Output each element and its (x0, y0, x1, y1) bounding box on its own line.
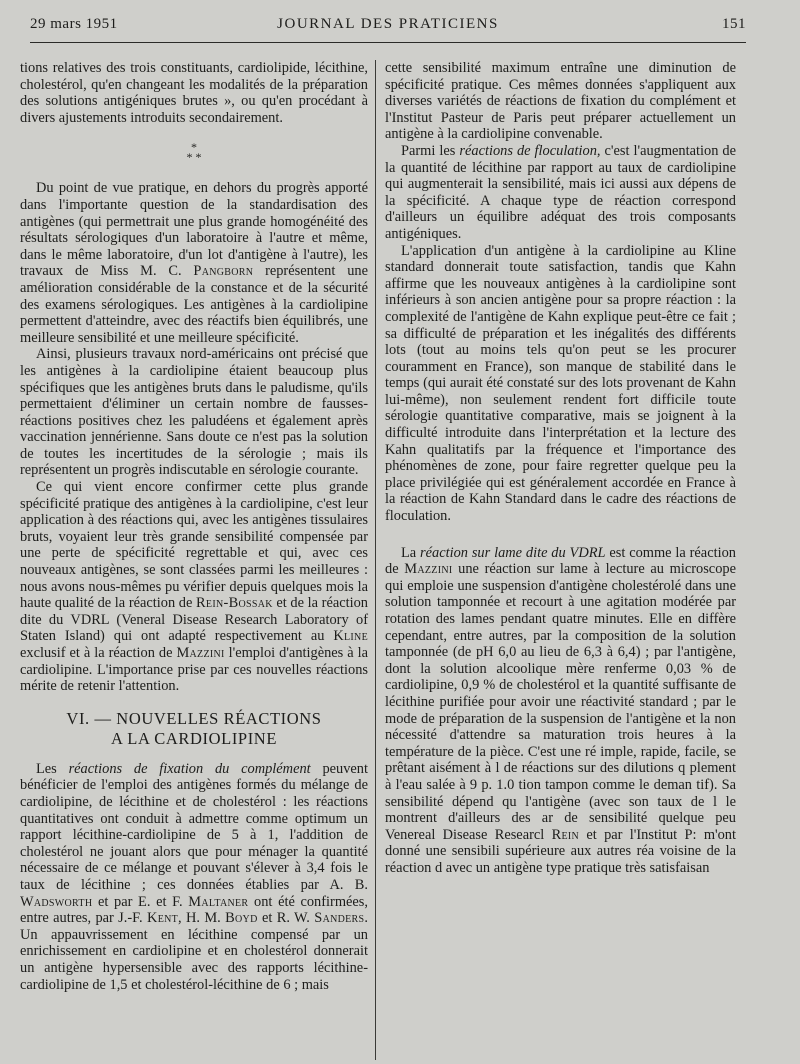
section-heading (20, 709, 368, 749)
text-run: pratique très satisfaisan (574, 859, 710, 876)
text-run: de sensibilité quelque peu (564, 810, 736, 827)
paragraph: L'application d'un antigène à la cardiolipine au Kline standard donnerait toute satisfaction, tandis que Kahn affirme que les nouveaux antigènes à la cardiolipine sont inférieurs à son ancien antigène pour sa propre réaction : la complexité de l'antigène de Kahn explique peut-être ce fait ; sa difficulté de préparation et les inégalités des différents lots (tout au moins tels qu'on peut se les procurer couramment en France), son manque de stabilité dans le temps (qui aurait été constaté sur des lots provenant de Kahn lui-même), non seulement rendent fort difficile toute sérologie quantitative comparative, mais se joignent à la difficulté introduite dans l'interprétation et la lecture des Kahn qualitatifs par la fréquence et l'importance des phénomènes de zone, pour faire regretter quelque peu la place privilégiée qui est généralement accordée en France à la réaction de Kahn Standard dans le cadre des réactions de floculation. (385, 242, 736, 525)
author-name: Mazzini (176, 645, 225, 661)
left-column (20, 60, 368, 993)
text-run: et par l'Institut P: (586, 826, 697, 843)
paragraph (385, 545, 736, 877)
journal-title: JOURNAL DES PRATICIENS (277, 16, 499, 32)
text-run: de réactions sur des dilutions q (503, 760, 686, 777)
text-run: Les (36, 760, 57, 777)
emphasis: réaction sur lame dite du VDRL (420, 544, 606, 561)
paragraph (20, 479, 368, 695)
paragraph (385, 143, 736, 243)
separator-stars: * * (186, 150, 202, 165)
paragraph (20, 180, 368, 346)
author-name: Pangborn (193, 263, 254, 280)
column-divider (375, 60, 376, 1060)
text-run: tif). Sa sensibilité dépend qu (385, 776, 737, 810)
section-heading-line-2: A LA CARDIOLIPINE (110, 728, 278, 748)
page-header (30, 12, 746, 43)
text-run: tion tampon comme le deman (518, 776, 693, 793)
text-run: l'antigène (avec son taux de l (525, 793, 717, 810)
text-run: le montrent d'ailleurs des ar (385, 793, 736, 827)
paragraph (20, 761, 368, 993)
text-run: Venereal Disease Researcl (385, 826, 545, 843)
text-run: exclusif et à la réaction de (20, 645, 173, 661)
text-run: imple, rapide, facile, se prêtant aisément à l (385, 743, 736, 777)
section-separator (20, 140, 368, 165)
text-run: et de la réaction dite du VDRL (Veneral Disease Research Laboratory of Staten Island) qui ont adapté respectivement au (20, 595, 368, 645)
text-run: est comme la réaction de (385, 544, 736, 578)
text-run: m'ont donné une sensibili (385, 826, 736, 860)
author-name: Kline (333, 628, 368, 645)
text-run: peuvent bénéficier de l'emploi des antigènes formés du mélange de cardiolipine, de lécithine et de cholestérol : les réactions quantitatives ont conduit à admettre comme optimum un rapport lécithine-cardiolipine de 5 à 1, l'addition de cholestérol ne jouant alors que pour ménager la quantité nécessaire de ce mélange et pouvant s'élever à 3,4 fois le taux de lécithine ; ces données établies par A. B. (20, 760, 368, 893)
text-run: c'est l'augmentation de la quantité de lécithine par rapport au taux de cardiolipine qui augmenterait la sensibilité, mais ici aussi aux dépens de la spécificité. A chaque type de réaction correspond d'ailleurs un équilibre adéquat des trois composants antigéniques. (385, 142, 736, 242)
text-run: représentent une amélioration considérable de la constance et de la sécurité des examens sérologiques. Les antigènes à la cardiolipine permettent d'atteindre, avec des réactifs bien équilibrés, une meilleure sensibilité et une meilleure spécificité. (20, 263, 368, 346)
text-run: et par E. et F. (98, 893, 183, 910)
author-name: Wadsworth (20, 893, 93, 910)
author-name: Sanders (314, 910, 365, 927)
author-name: Boyd (225, 910, 258, 927)
paragraph: cette sensibilité maximum entraîne une diminution de spécificité pratique. Ces mêmes données s'appliquent aux diverses variétés de réactions de fixation du complément et l'Institut Pasteur de Paris peut préparer actuellement un antigène à la cardiolipine convenable. (385, 60, 736, 143)
text-run: La (401, 544, 417, 561)
text-run: voisine de la réaction d (385, 843, 736, 876)
right-column (385, 60, 736, 877)
emphasis: réactions de fixation du complément (68, 760, 311, 777)
author-name: Mazzini (404, 561, 453, 578)
author-name: Rein-Bossak (196, 595, 273, 612)
text-run: ont été confirmées, entre autres, par J.-F. (20, 893, 369, 927)
text-run: plement à l'eau salée à 9 p. 1.0 (385, 760, 736, 793)
text-run: Du point de vue pratique, en dehors du progrès apporté dans l'importante question de la standardisation des antigènes (qui permettrait une plus grande homogénéité des résultats sérologiques d'un laboratoire à l'autre et même, dans le même laboratoire, d'un lot d'antigène à l'autre), les travaux de Miss M. C. (20, 180, 368, 280)
paragraph: Ainsi, plusieurs travaux nord-américains ont précisé que les antigènes à la cardiolipine étaient beaucoup plus spécifiques que les antigènes bruts dans le paludisme, qu'ils permettaient d'éliminer un certain nombre de fausses-réactions positives chez les paludéens et également après vaccination jennérienne. Sans doute ce n'est pas la solution de toutes les incertitudes de la sérologie ; mais ils représentent un progrès indiscutable en sérologie courante. (20, 346, 368, 479)
text-run: Parmi les (401, 142, 456, 159)
paragraph: tions relatives des trois constituants, cardiolipide, lécithine, cholestérol, qu'en changeant les modalités de la préparation des solutions antigéniques brutes », ou qu'en procédant à divers ajustements introduits secondairement. (20, 60, 368, 126)
author-name: Maltaner (188, 893, 249, 910)
text-run: avec un antigène type (445, 859, 571, 876)
separator-star: * (191, 140, 197, 155)
emphasis: réactions de floculation, (459, 142, 601, 159)
text-run: supérieure aux autres réa (505, 843, 655, 860)
text-run: . Un appauvrissement en lécithine compensé par un enrichissement en cardiolipine et en cholestérol donnerait un antigène hypersensible avec des rapports lécithine-cardiolipine de 1,5 et cholestérol-lécithine de 6 ; mais (20, 910, 368, 993)
section-heading-line-1: VI. — NOUVELLES RÉACTIONS (66, 708, 322, 728)
text-run: une réaction sur lame à lecture au microscope qui emploie une suspension d'antigène cholestérolé dans une solution tamponnée et recourt à une agitation modérée par rotation des lames pendant quatre minutes. Elle en diffère cependant, entre autres, par la composition de la solution tamponnée (de pH 6,0 au lieu de 6,3 à 6,4) ; par l'antigène, dont la solution alcoolique mère renferme 0,03 % de cardiolipine, 0,9 % de cholestérol et la quantité suffisante de lécithine purifiée pour avoir une réactivité standard ; par le mode de préparation de la suspension de l'antigène et la non nécessité d'attendre sa maturation trois heures à la température de la pièce. C'est une ré (385, 561, 736, 760)
author-name: Kent (147, 910, 179, 927)
text-run: Ce qui vient encore confirmer cette plus grande spécificité pratique des antigènes à la cardiolipine, c'est leur application à des réactions qui, avec les antigènes tissulaires bruts, voyaient leur très grande sensibilité compensée par une perte de spécificité regrettable et qui, avec ces nouveaux antigènes, se sont classées parmi les meilleures : nous avons nous-mêmes pu vérifier depuis quelques mois la haute qualité de la réaction de (20, 479, 368, 612)
author-name: Rein (551, 826, 580, 843)
text-run: et R. W. (261, 910, 310, 927)
issue-date: 29 mars 1951 (30, 16, 118, 32)
page-number: 151 (722, 16, 746, 32)
text-run: , H. M. (178, 910, 221, 927)
text-run: l'emploi d'antigènes à la cardiolipine. L'importance prise par ces nouvelles réactions mérite de retenir l'attention. (20, 645, 368, 695)
